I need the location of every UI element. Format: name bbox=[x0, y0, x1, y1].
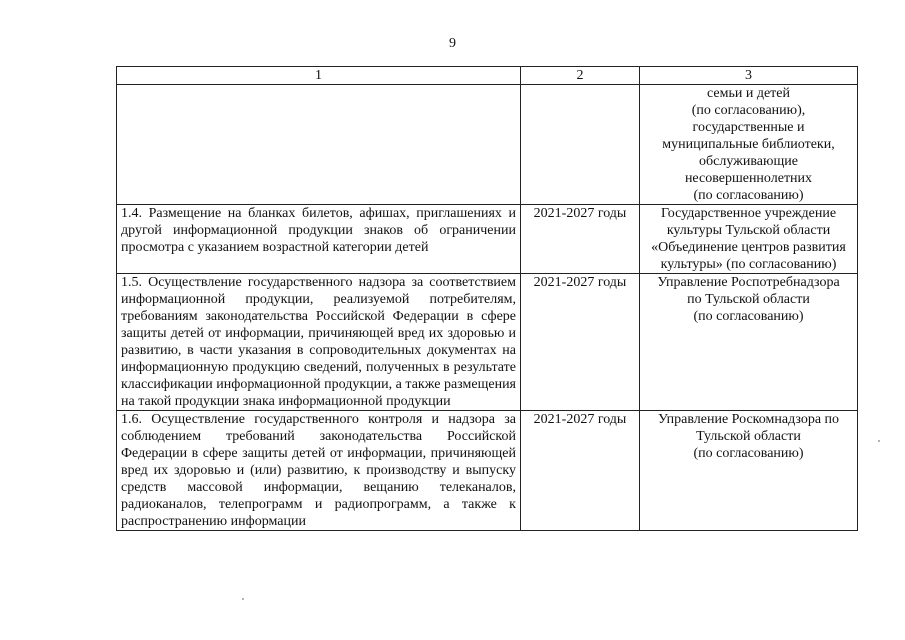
scan-speck bbox=[242, 598, 244, 600]
executor-line: (по согласованию) bbox=[693, 309, 804, 324]
page-number: 9 bbox=[449, 36, 456, 51]
period-cell: 2021-2027 годы bbox=[521, 205, 640, 274]
measures-table bbox=[116, 66, 858, 531]
executor-cell bbox=[640, 85, 858, 205]
scan-speck bbox=[878, 440, 880, 442]
executor-line: (по согласованию), bbox=[691, 103, 806, 118]
measure-cell: 1.6. Осуществление государственного контроля и надзора за соблюдением требований законодательства Российской Федерации в сфере защиты детей от информации, причиняющей вред их здоровью и (или) развитию, к производству и выпуску средств массовой информации, вещанию телеканалов, радиоканалов, телепрограмм и радиопрограмм, а также к распространению информации bbox=[117, 411, 521, 531]
column-header-1: 1 bbox=[117, 67, 521, 85]
executor-cell bbox=[640, 411, 858, 531]
executor-line: Управление Роспотребнадзора bbox=[657, 275, 840, 290]
executor-line: Государственное учреждение bbox=[660, 206, 837, 221]
executor-cell bbox=[640, 274, 858, 411]
executor-line: (по согласованию) bbox=[693, 446, 804, 461]
executor-line: семьи и детей bbox=[707, 86, 790, 101]
table-row bbox=[117, 85, 858, 205]
column-header-2: 2 bbox=[521, 67, 640, 85]
executor-line: государственные и bbox=[692, 120, 805, 135]
measure-cell: 1.4. Размещение на бланках билетов, афишах, приглашениях и другой информационной продукции знаков об ограничении просмотра с указанием возрастной категории детей bbox=[117, 205, 521, 274]
table-row bbox=[117, 411, 858, 531]
column-header-3: 3 bbox=[640, 67, 858, 85]
executor-line: (по согласованию) bbox=[693, 188, 804, 203]
executor-line: муниципальные библиотеки, bbox=[662, 137, 835, 152]
period-cell bbox=[521, 85, 640, 205]
table-row bbox=[117, 274, 858, 411]
period-cell: 2021-2027 годы bbox=[521, 274, 640, 411]
table-row bbox=[117, 205, 858, 274]
executor-line: по Тульской области bbox=[687, 292, 810, 307]
period-cell: 2021-2027 годы bbox=[521, 411, 640, 531]
measure-cell bbox=[117, 85, 521, 205]
executor-line: обслуживающие bbox=[699, 154, 798, 169]
measure-cell: 1.5. Осуществление государственного надзора за соответствием информационной продукции, реализуемой потребителям, требованиям законодательства Российской Федерации в сфере защиты детей от информации, причиняющей вред их здоровью и развитию, в части указания в сопроводительных документах на информационную продукцию сведений, полученных в результате классификации информационной продукции, а также размещения на такой продукции знака информационной продукции bbox=[117, 274, 521, 411]
executor-line: Управление Роскомнадзора по bbox=[657, 412, 840, 427]
executor-cell bbox=[640, 205, 858, 274]
table-header-row bbox=[117, 67, 858, 85]
executor-line: Тульской области bbox=[696, 429, 801, 444]
executor-line: несовершеннолетних bbox=[684, 171, 813, 186]
executor-line: культуры Тульской области bbox=[666, 223, 831, 238]
executor-line: «Объединение центров развития bbox=[651, 240, 846, 255]
executor-line: культуры» (по согласованию) bbox=[660, 257, 837, 272]
